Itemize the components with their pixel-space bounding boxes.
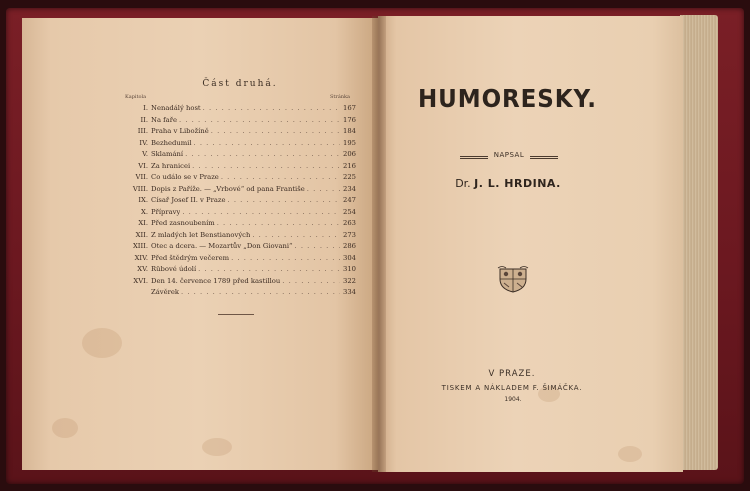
toc-chapter-number: IV. bbox=[139, 138, 148, 147]
toc-row bbox=[118, 150, 356, 162]
toc-chapter-title: Z mladých let Benstianových bbox=[151, 230, 251, 239]
toc-page-number: 184 bbox=[343, 127, 356, 135]
toc-row bbox=[118, 265, 356, 277]
toc-chapter-title: Na faře bbox=[151, 115, 177, 124]
toc-chapter-title: Bezhedumil bbox=[151, 138, 192, 147]
toc-page-number: 216 bbox=[343, 161, 356, 170]
toc-leader-dots bbox=[229, 254, 340, 262]
toc-row bbox=[118, 231, 356, 243]
toc-row bbox=[118, 127, 356, 139]
toc-leader-dots bbox=[226, 196, 341, 204]
toc-chapter-title: Za hranicei bbox=[151, 161, 191, 170]
book-gutter bbox=[372, 16, 386, 472]
toc-leader-dots bbox=[201, 104, 340, 112]
toc-page-number: 310 bbox=[343, 265, 356, 273]
toc-chapter-number: VIII. bbox=[132, 184, 148, 193]
toc-row bbox=[118, 185, 356, 197]
toc-row bbox=[118, 173, 356, 185]
toc-leader-dots bbox=[250, 231, 340, 239]
table-of-contents bbox=[118, 104, 356, 300]
toc-chapter-number: VI. bbox=[138, 161, 148, 170]
toc-row bbox=[118, 208, 356, 220]
toc-chapter-title: Nenadálý host bbox=[151, 104, 201, 112]
toc-page-number: 322 bbox=[343, 276, 356, 285]
napsal-label: NAPSAL bbox=[493, 151, 525, 159]
toc-leader-dots bbox=[192, 139, 340, 147]
toc-row bbox=[118, 196, 356, 208]
toc-page-number: 263 bbox=[343, 219, 356, 227]
toc-chapter-title: Otec a dcera. — Mozartův „Don Giovani“ bbox=[151, 242, 293, 250]
toc-row bbox=[118, 116, 356, 128]
toc-page-number: 167 bbox=[343, 104, 356, 112]
toc-leader-dots bbox=[215, 219, 340, 227]
toc-chapter-title: Závěrek bbox=[151, 288, 180, 296]
toc-leader-dots bbox=[180, 208, 340, 216]
toc-page-number: 273 bbox=[343, 230, 356, 239]
toc-chapter-number: XIV. bbox=[134, 253, 148, 262]
toc-page-number: 195 bbox=[343, 138, 356, 147]
toc-page-number: 234 bbox=[343, 184, 356, 193]
toc-chapter-number: XIII. bbox=[132, 242, 148, 250]
toc-page-number: 247 bbox=[343, 196, 356, 204]
toc-chapter-number: I. bbox=[143, 104, 148, 112]
toc-chapter-title: Přípravy bbox=[151, 207, 181, 216]
toc-chapter-title: Sklamání bbox=[151, 150, 184, 158]
toc-chapter-number: XVI. bbox=[133, 276, 148, 285]
toc-row bbox=[118, 254, 356, 266]
napsal-ornament bbox=[460, 151, 558, 163]
toc-row bbox=[118, 288, 356, 300]
toc-chapter-title: Den 14. července 1789 před kastillou bbox=[151, 276, 281, 285]
toc-chapter-column-label: Kapitola bbox=[125, 94, 147, 100]
author-name: J. L. HRDINA. bbox=[474, 177, 561, 190]
toc-row bbox=[118, 242, 356, 254]
toc-page-number: 176 bbox=[343, 115, 356, 124]
toc-page-number: 286 bbox=[343, 242, 356, 250]
toc-row bbox=[118, 104, 356, 116]
toc-leader-dots bbox=[190, 162, 340, 170]
imprint-printer: TISKEM A NÁKLADEM F. ŠIMÁČKA. bbox=[441, 384, 583, 392]
toc-leader-dots bbox=[305, 185, 340, 193]
publisher-emblem-icon bbox=[496, 265, 530, 293]
toc-chapter-title: Císař Josef II. v Praze bbox=[151, 196, 226, 204]
author-line bbox=[438, 177, 578, 190]
toc-row bbox=[118, 277, 356, 289]
toc-page-column-label: Stránka bbox=[330, 94, 351, 100]
toc-chapter-title: Praha v Libožíně bbox=[151, 127, 209, 135]
toc-chapter-number: III. bbox=[137, 127, 148, 135]
toc-chapter-number: II. bbox=[140, 115, 148, 124]
toc-chapter-number: VII. bbox=[135, 173, 148, 181]
toc-leader-dots bbox=[179, 288, 340, 296]
toc-page-number: 225 bbox=[343, 173, 356, 181]
toc-chapter-number: IX. bbox=[138, 196, 148, 204]
toc-chapter-number: V. bbox=[142, 150, 148, 158]
toc-chapter-title: Dopis z Paříže. — „Vrbové“ od pana Františe bbox=[151, 184, 305, 193]
toc-chapter-number: XI. bbox=[138, 219, 148, 227]
author-prefix: Dr. bbox=[455, 177, 471, 190]
imprint-year: 1904. bbox=[504, 396, 522, 403]
toc-chapter-number: XV. bbox=[137, 265, 148, 273]
toc-row bbox=[118, 219, 356, 231]
toc-leader-dots bbox=[183, 150, 340, 158]
toc-leader-dots bbox=[196, 265, 340, 273]
toc-row bbox=[118, 139, 356, 151]
toc-chapter-title: Co událo se v Praze bbox=[151, 173, 219, 181]
toc-heading: Část druhá. bbox=[202, 79, 278, 89]
toc-page-number: 206 bbox=[343, 150, 356, 158]
book-title: HUMORESKY. bbox=[418, 84, 597, 113]
imprint-place: V PRAZE. bbox=[488, 369, 536, 379]
toc-end-rule bbox=[218, 314, 254, 315]
toc-chapter-title: Před zasnoubením bbox=[151, 219, 215, 227]
toc-page-number: 254 bbox=[343, 207, 356, 216]
toc-leader-dots bbox=[293, 242, 340, 250]
toc-leader-dots bbox=[219, 173, 340, 181]
toc-chapter-title: Před štědrým večerem bbox=[151, 253, 230, 262]
toc-chapter-title: Rübové údolí bbox=[151, 265, 197, 273]
toc-chapter-number: XII. bbox=[135, 230, 148, 239]
page-edges bbox=[680, 15, 718, 470]
toc-leader-dots bbox=[209, 127, 340, 135]
toc-page-number: 334 bbox=[343, 288, 356, 296]
toc-leader-dots bbox=[177, 116, 340, 124]
toc-row bbox=[118, 162, 356, 174]
toc-chapter-number: X. bbox=[141, 207, 148, 216]
toc-page-number: 304 bbox=[343, 253, 356, 262]
toc-leader-dots bbox=[280, 277, 340, 285]
